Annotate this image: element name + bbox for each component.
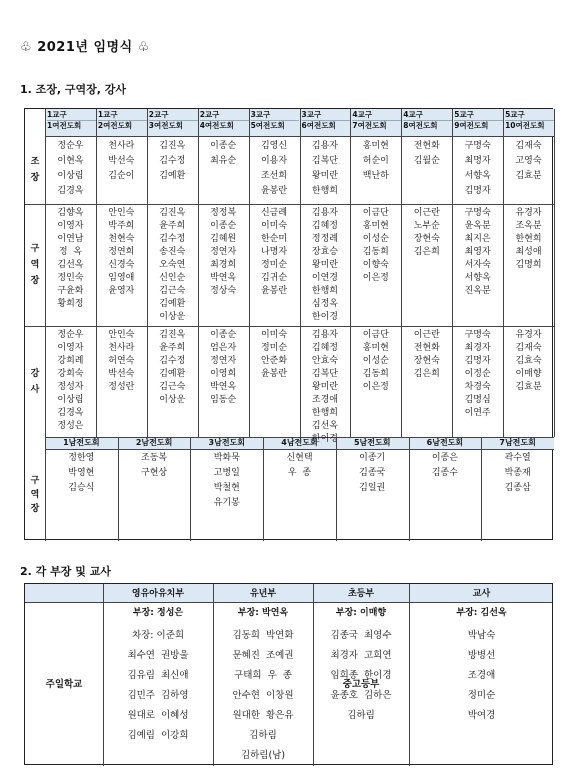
column-header bbox=[452, 109, 503, 131]
name-list: 구명숙 윤옥분 최지은 최영자 서자숙 서향옥 진옥분 bbox=[464, 208, 491, 296]
men-column-header: 1남전도회 bbox=[63, 438, 100, 447]
name-list: 이근란 노부순 장현숙 김은희 bbox=[413, 208, 440, 257]
teacher-list: 박남숙 방병선 조경애 정미순 박여경 bbox=[467, 630, 496, 721]
department-header: 유년부 bbox=[249, 589, 277, 599]
men-column-header: 4남전도회 bbox=[281, 438, 318, 447]
mission-label: 7여전도회 bbox=[352, 120, 401, 131]
name-list: 김진옥 윤주희 김수정 김예환 김근숙 이상운 bbox=[159, 330, 186, 405]
men-name-list: 박화묵 고병일 박철현 유기봉 bbox=[213, 453, 240, 508]
department-header: 영유아유치부 bbox=[131, 589, 185, 599]
teacher-list: 차장: 이준희 최수연 권방울 김유림 최신애 김민주 김하영 원대로 이혜성 김예림 이강희 bbox=[127, 630, 189, 741]
category-label-guyeokjang bbox=[25, 204, 45, 326]
parish-label: 4교구 bbox=[403, 110, 424, 119]
name-list: 유경자 김재숙 김효숙 이매향 김효분 bbox=[515, 330, 542, 392]
grid-line bbox=[213, 584, 214, 766]
parish-label: 1교구 bbox=[47, 110, 67, 119]
band bbox=[25, 584, 103, 766]
men-column-header: 3남전도회 bbox=[208, 438, 246, 447]
department-header: 교사 bbox=[472, 589, 491, 599]
name-list: 유경자 조옥분 한현희 최성애 김명희 bbox=[515, 208, 542, 270]
name-list: 정순우 이영자 강희례 강희숙 정성자 이상림 김경옥 정성은 bbox=[57, 330, 84, 431]
grid-line bbox=[45, 449, 554, 450]
men-column-header: 6남전도회 bbox=[426, 438, 464, 447]
category-label-jojang bbox=[25, 136, 45, 204]
column-header bbox=[350, 109, 401, 131]
name-list: 김진옥 윤주희 김수정 송진숙 오숙연 신인순 김근숙 김예환 이상운 bbox=[159, 208, 186, 322]
grid-line bbox=[554, 109, 555, 437]
grid-line bbox=[25, 204, 554, 205]
name-list: 구명숙 최명자 서향옥 김명자 bbox=[464, 141, 491, 196]
name-list: 김진옥 김수정 김예환 bbox=[159, 141, 186, 181]
grid-line bbox=[409, 437, 410, 541]
name-list: 이종순 엄은자 정연자 이영희 박연옥 임동순 bbox=[210, 330, 237, 405]
category-text: 구 역 장 bbox=[30, 244, 40, 286]
parish-label: 3교구 bbox=[250, 110, 271, 119]
name-list: 이미숙 정미순 안준화 윤봉란 bbox=[260, 330, 288, 379]
department-lead: 부장: 박연옥 bbox=[237, 608, 289, 618]
mission-label: 4여전도회 bbox=[200, 120, 249, 131]
column-header bbox=[300, 109, 351, 131]
mission-label: 8여전도회 bbox=[403, 120, 452, 131]
name-list: 이근란 전현화 장현숙 김은희 bbox=[413, 330, 440, 379]
mission-label: 10여전도회 bbox=[505, 120, 554, 131]
parish-label: 3교구 bbox=[301, 110, 322, 119]
department-lead: 부장: 정성은 bbox=[132, 608, 184, 618]
page-title bbox=[20, 36, 150, 55]
men-name-list: 신현택 우 종 bbox=[286, 453, 313, 478]
grid-line bbox=[103, 584, 104, 766]
department-header: 초등부 bbox=[347, 589, 375, 599]
column-header bbox=[147, 109, 198, 131]
name-list: 김재숙 고영숙 김효분 bbox=[515, 141, 542, 181]
column-header bbox=[45, 109, 96, 131]
name-list: 김영신 이용자 조선희 윤봉란 bbox=[260, 141, 288, 196]
name-list: 김용자 김혜정 안효숙 김복단 왕미란 조경애 한행희 김선옥 한이경 bbox=[311, 330, 338, 444]
men-name-list: 조동복 구현상 bbox=[141, 453, 168, 478]
name-list: 전현화 김월순 bbox=[413, 141, 440, 166]
men-column-header: 2남전도회 bbox=[135, 438, 173, 447]
parish-label: 5교구 bbox=[454, 110, 474, 119]
sunday-school-label: 주일학교 bbox=[45, 679, 83, 690]
parish-label: 1교구 bbox=[97, 110, 118, 119]
men-name-list: 이종은 김종수 bbox=[431, 453, 458, 478]
category-label-gangsa bbox=[25, 326, 45, 437]
name-list: 구명숙 최경자 김명자 이정순 차경숙 김명심 이연주 bbox=[464, 330, 491, 418]
parish-label: 2교구 bbox=[148, 110, 169, 119]
parish-label: 4교구 bbox=[352, 110, 373, 119]
grid-line bbox=[336, 437, 337, 541]
mission-label: 1여전도회 bbox=[47, 120, 96, 131]
name-list: 이금단 홍미현 이성순 김동희 이향숙 이은정 bbox=[362, 208, 389, 283]
parish-label: 5교구 bbox=[505, 110, 525, 119]
men-column-header: 7남전도회 bbox=[499, 438, 536, 447]
grid-line bbox=[45, 109, 46, 541]
grid-line bbox=[118, 437, 119, 541]
name-list: 천사라 박선숙 김순이 bbox=[108, 141, 135, 181]
name-list: 정순우 이현옥 이상림 김경옥 bbox=[57, 141, 84, 196]
name-list: 신금례 이미숙 한순미 나명자 정미순 김귀순 윤봉란 bbox=[260, 208, 288, 296]
page-title-text: 2021년 임명식 bbox=[37, 40, 133, 55]
name-list: 이금단 홍미현 이성순 김동희 이은정 bbox=[362, 330, 389, 392]
mission-label: 2여전도회 bbox=[98, 120, 147, 131]
parish-label: 2교구 bbox=[199, 110, 220, 119]
grid-line bbox=[263, 437, 264, 541]
category-text: 강 사 bbox=[30, 368, 40, 395]
department-lead: 부장: 김선옥 bbox=[456, 608, 507, 618]
mission-label: 3여전도회 bbox=[149, 120, 198, 131]
men-name-list: 정한영 박영현 김승식 bbox=[68, 453, 95, 493]
column-header bbox=[198, 109, 249, 131]
teacher-list: 김종국 최영수 최경자 고희연 임희종 한이경 윤종호 김하은 김하림 bbox=[330, 630, 392, 721]
name-list: 이종순 최유순 bbox=[210, 141, 237, 166]
men-column-header: 5남전도회 bbox=[353, 438, 391, 447]
clover-icon: ♧ bbox=[20, 40, 33, 55]
category-text: 구 역 장 bbox=[30, 476, 40, 514]
mission-label: 5여전도회 bbox=[251, 120, 300, 131]
grid-line bbox=[481, 437, 482, 541]
column-header bbox=[503, 109, 554, 131]
name-list: 정정복 이종순 김혜원 정연자 최경희 박연옥 정상숙 bbox=[210, 208, 237, 296]
grid-line bbox=[409, 584, 410, 766]
name-list: 안인숙 천사라 허연숙 박선숙 정성란 bbox=[108, 330, 135, 392]
name-list: 김향옥 이영자 이연남 정 옥 김선옥 정인숙 구윤화 황희정 bbox=[57, 208, 84, 309]
grid-line bbox=[25, 326, 554, 327]
mission-label: 9여전도회 bbox=[454, 120, 503, 131]
category-label-men bbox=[25, 449, 45, 541]
men-name-list: 이종기 김종국 김일권 bbox=[359, 453, 386, 493]
department-lead: 부장: 이매향 bbox=[335, 608, 387, 618]
clover-icon: ♧ bbox=[137, 40, 150, 55]
name-list: 안인숙 박주희 천현숙 정연희 신경숙 임영애 윤영자 bbox=[108, 208, 135, 296]
name-list: 김용자 김혜정 정정례 장효승 왕미란 이연경 한행희 심정옥 한이경 bbox=[311, 208, 338, 322]
teacher-list: 김동희 박연화 문혜진 조예권 구태희 우 종 안수현 이창원 원대한 황은유 김하림 김하림(남) bbox=[232, 630, 294, 761]
name-list: 김용자 김복단 왕미란 한행희 bbox=[311, 141, 338, 196]
youth-dept-label: 중고등부 bbox=[342, 679, 380, 690]
section-heading-departments: 2. 각 부장 및 교사 bbox=[20, 565, 111, 578]
leaders-table bbox=[24, 108, 553, 540]
column-header bbox=[401, 109, 452, 131]
men-name-list: 곽수열 박종재 김종삼 bbox=[504, 453, 531, 493]
name-list: 홍미현 허순이 백난하 bbox=[362, 141, 389, 181]
grid-line bbox=[45, 136, 554, 137]
column-header bbox=[249, 109, 300, 131]
mission-label: 6여전도회 bbox=[302, 120, 351, 131]
section-heading-leaders: 1. 조장, 구역장, 강사 bbox=[20, 83, 127, 96]
department-table bbox=[24, 583, 553, 765]
grid-line bbox=[313, 584, 314, 766]
column-header bbox=[96, 109, 147, 131]
grid-line bbox=[190, 437, 191, 541]
category-text: 조 장 bbox=[30, 157, 40, 183]
